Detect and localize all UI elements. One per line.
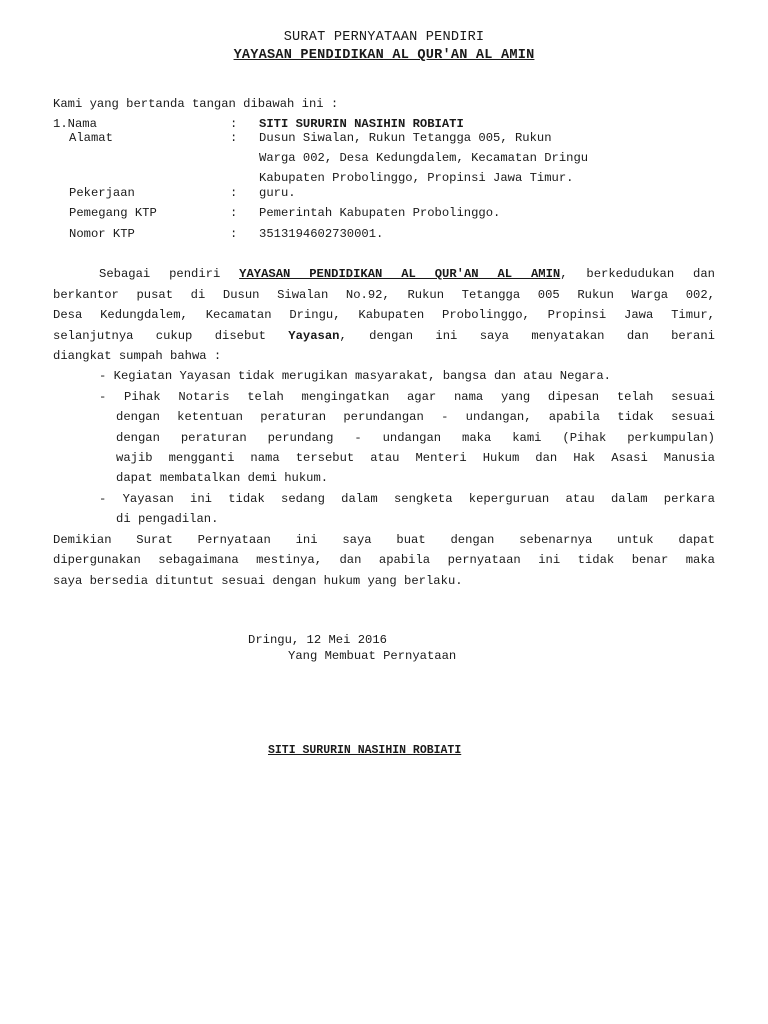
document-subtitle: YAYASAN PENDIDIKAN AL QUR'AN AL AMIN xyxy=(233,48,535,63)
address-line: Dusun Siwalan, Rukun Tetangga 005, Rukun xyxy=(259,131,552,145)
closing-line: saya bersedia dituntut sesuai dengan hukum yang berlaku. xyxy=(53,574,463,588)
list-item-line: di pengadilan. xyxy=(116,512,219,526)
list-item-line: wajib mengganti nama tersebut atau Menteri Hukum dan Hak Asasi Manusia xyxy=(116,451,715,465)
document-title: SURAT PERNYATAAN PENDIRI xyxy=(283,30,485,45)
signer-caption: Yang Membuat Pernyataan xyxy=(288,649,457,663)
address-line: Kabupaten Probolinggo, Propinsi Jawa Timur. xyxy=(259,171,574,185)
list-item-line: dengan peraturan perundang - undangan maka kami (Pihak perkumpulan) xyxy=(116,431,715,445)
ktp-number-colon: : xyxy=(230,227,238,241)
address-colon: : xyxy=(230,131,238,145)
job-colon: : xyxy=(230,186,238,200)
closing-line: dipergunakan sebagaimana mestinya, dan apabila pernyataan ini tidak benar maka xyxy=(53,553,715,567)
list-item-line: dapat membatalkan demi hukum. xyxy=(116,471,329,485)
name-value: SITI SURURIN NASIHIN ROBIATI xyxy=(259,117,464,131)
ktp-number-label: Nomor KTP xyxy=(69,227,135,241)
closing-line: Demikian Surat Pernyataan ini saya buat dengan sebenarnya untuk dapat xyxy=(53,533,715,547)
paragraph-line: Desa Kedungdalem, Kecamatan Dringu, Kabupaten Probolinggo, Propinsi Jawa Timur, xyxy=(53,308,715,322)
name-label: 1.Nama xyxy=(53,117,97,131)
ktp-holder-value: Pemerintah Kabupaten Probolinggo. xyxy=(259,206,501,220)
paragraph-line: diangkat sumpah bahwa : xyxy=(53,349,222,363)
job-value: guru. xyxy=(259,186,296,200)
job-label: Pekerjaan xyxy=(69,186,135,200)
list-item: - Kegiatan Yayasan tidak merugikan masyarakat, bangsa dan atau Negara. xyxy=(99,369,611,383)
ktp-number-value: 3513194602730001. xyxy=(259,227,384,241)
organization-name: YAYASAN PENDIDIKAN AL QUR'AN AL AMIN xyxy=(239,267,561,281)
ktp-holder-label: Pemegang KTP xyxy=(69,206,157,220)
paragraph-line: berkantor pusat di Dusun Siwalan No.92, Rukun Tetangga 005 Rukun Warga 002, xyxy=(53,288,715,302)
list-item-line: dengan ketentuan peraturan perundangan - undangan, apabila tidak sesuai xyxy=(116,410,715,424)
list-item: - Yayasan ini tidak sedang dalam sengketa keperguruan atau dalam perkara xyxy=(99,492,715,506)
list-item: - Pihak Notaris telah mengingatkan agar nama yang dipesan telah sesuai xyxy=(99,390,715,404)
signer-name: SITI SURURIN NASIHIN ROBIATI xyxy=(268,744,462,757)
intro-text: Kami yang bertanda tangan dibawah ini : xyxy=(53,97,339,111)
ktp-holder-colon: : xyxy=(230,206,238,220)
address-label: Alamat xyxy=(69,131,113,145)
place-date: Dringu, 12 Mei 2016 xyxy=(248,633,387,647)
name-colon: : xyxy=(230,117,238,131)
paragraph-line: selanjutnya cukup disebut Yayasan, dengan ini saya menyatakan dan berani xyxy=(53,329,715,343)
paragraph-line: Sebagai pendiri YAYASAN PENDIDIKAN AL QUR'AN AL AMIN, berkedudukan dan xyxy=(99,267,715,281)
address-line: Warga 002, Desa Kedungdalem, Kecamatan Dringu xyxy=(259,151,589,165)
